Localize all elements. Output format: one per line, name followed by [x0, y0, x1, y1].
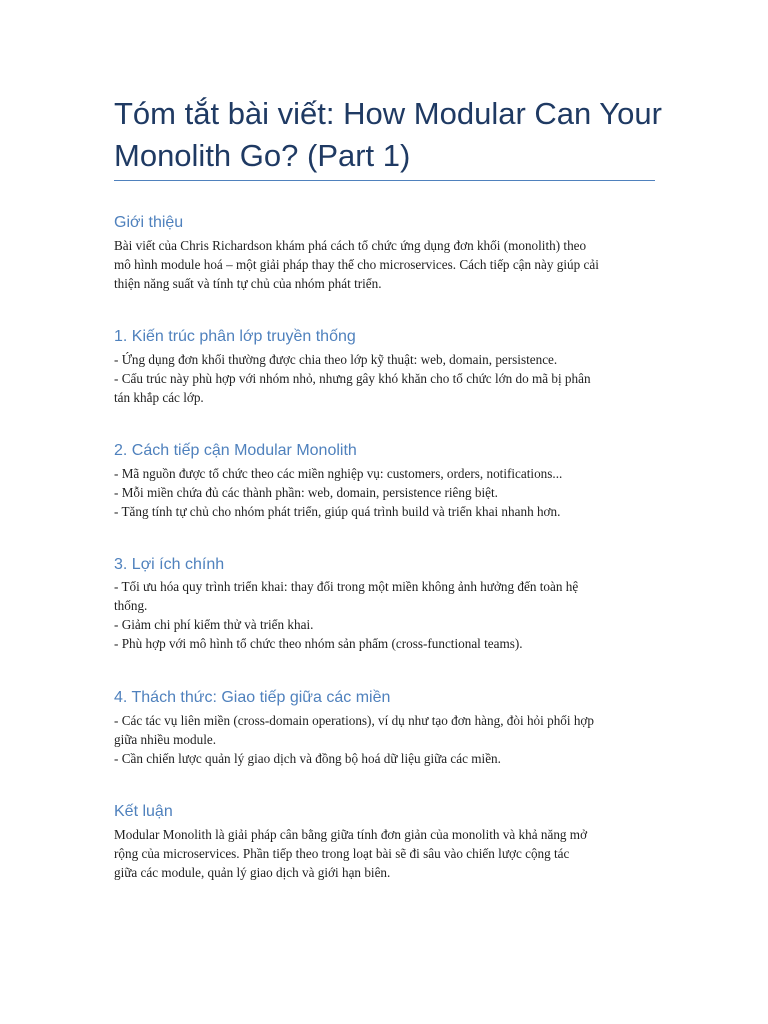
- modular-monolith-text-line: - Tăng tính tự chủ cho nhóm phát triển, giúp quá trình build và triển khai nhanh hơn.: [114, 504, 561, 519]
- layered-architecture-text-line: tán khắp các lớp.: [114, 390, 204, 405]
- section-heading-modular-monolith: 2. Cách tiếp cận Modular Monolith: [114, 442, 357, 459]
- benefits-text-line: thống.: [114, 598, 148, 613]
- intro-text-line: thiện năng suất và tính tự chủ của nhóm phát triển.: [114, 276, 382, 291]
- section-heading-conclusion: Kết luận: [114, 803, 173, 820]
- intro-text-line: Bài viết của Chris Richardson khám phá cách tổ chức ứng dụng đơn khối (monolith) theo: [114, 238, 587, 253]
- benefits-text-line: - Tối ưu hóa quy trình triển khai: thay đổi trong một miền không ảnh hưởng đến toàn hệ: [114, 579, 579, 594]
- conclusion-text-line: rộng của microservices. Phần tiếp theo trong loạt bài sẽ đi sâu vào chiến lược cộng tác: [114, 846, 570, 861]
- conclusion-text-line: Modular Monolith là giải pháp cân bằng giữa tính đơn giản của monolith và khả năng mở: [114, 827, 588, 842]
- section-heading-challenges: 4. Thách thức: Giao tiếp giữa các miền: [114, 689, 391, 706]
- modular-monolith-text-line: - Mã nguồn được tổ chức theo các miền nghiệp vụ: customers, orders, notifications...: [114, 466, 563, 481]
- challenges-text-line: giữa nhiều module.: [114, 732, 217, 747]
- modular-monolith-text-line: - Mỗi miền chứa đủ các thành phần: web, domain, persistence riêng biệt.: [114, 485, 498, 500]
- benefits-text-line: - Giảm chi phí kiểm thử và triển khai.: [114, 617, 314, 632]
- layered-architecture-text-line: - Cấu trúc này phù hợp với nhóm nhỏ, nhưng gây khó khăn cho tổ chức lớn do mã bị phân: [114, 371, 591, 386]
- document-title-line-2: Monolith Go? (Part 1): [114, 138, 411, 173]
- title-underline: [114, 180, 655, 181]
- benefits-text-line: - Phù hợp với mô hình tổ chức theo nhóm sản phẩm (cross-functional teams).: [114, 636, 523, 651]
- intro-text-line: mô hình module hoá – một giải pháp thay thế cho microservices. Cách tiếp cận này giúp cải: [114, 257, 599, 272]
- section-heading-layered-architecture: 1. Kiến trúc phân lớp truyền thống: [114, 328, 356, 345]
- section-heading-benefits: 3. Lợi ích chính: [114, 556, 225, 573]
- conclusion-text-line: giữa các module, quản lý giao dịch và giới hạn biên.: [114, 865, 391, 880]
- challenges-text-line: - Cần chiến lược quản lý giao dịch và đồng bộ hoá dữ liệu giữa các miền.: [114, 751, 501, 766]
- document-title-line-1: Tóm tắt bài viết: How Modular Can Your: [114, 96, 662, 131]
- section-heading-intro: Giới thiệu: [114, 214, 184, 231]
- challenges-text-line: - Các tác vụ liên miền (cross-domain operations), ví dụ như tạo đơn hàng, đòi hỏi phối hợp: [114, 713, 594, 728]
- layered-architecture-text-line: - Ứng dụng đơn khối thường được chia theo lớp kỹ thuật: web, domain, persistence.: [114, 352, 558, 367]
